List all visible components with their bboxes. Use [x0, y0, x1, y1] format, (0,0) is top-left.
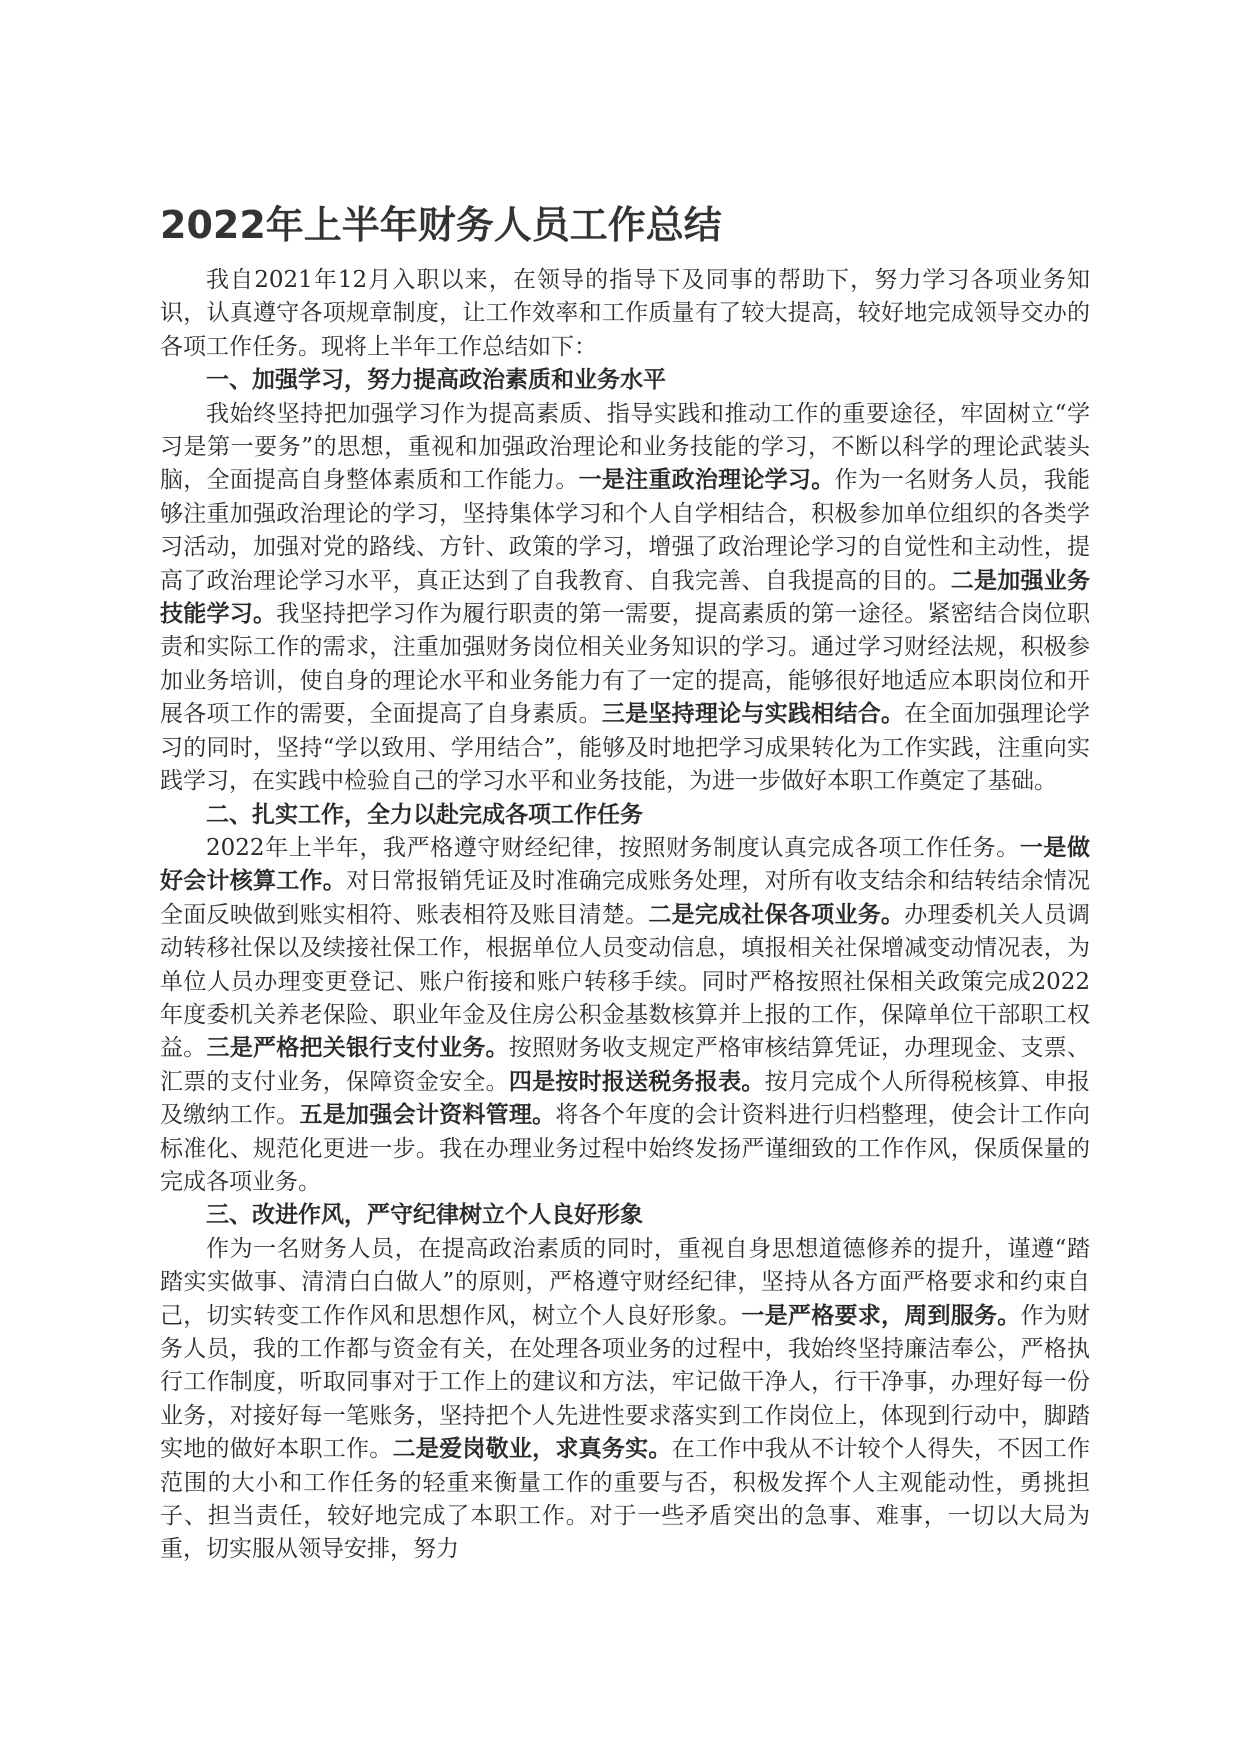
section-3-text-3: 在工作中我从不计较个人得失，不因工作范围的大小和工作任务的轻重来衡量工作的重要与否，积极发挥个人主观能动性，勇挑担子、担当责任，较好地完成了本职工作。对于一些矛盾突出的急事、难事，一切以大局为重，切实服从领导安排，努力 [160, 1436, 1091, 1563]
section-1-point-1: 一是注重政治理论学习。 [578, 467, 835, 494]
section-1-point-2: 二是加强业务技能学习。 [160, 567, 1091, 628]
section-1-text-4: 在全面加强理论学习的同时，坚持“学以致用、学用结合”，能够及时地把学习成果转化为工作实践，注重向实践学习，在实践中检验自己的学习水平和业务技能，为进一步做好本职工作奠定了基础。 [160, 701, 1091, 795]
section-2-point-2: 二是完成社保各项业务。 [648, 901, 905, 928]
section-1-paragraph [160, 398, 1090, 799]
section-2-point-5: 五是加强会计资料管理。 [299, 1102, 556, 1129]
section-2-text-3: 办理委机关人员调动转移社保以及续接社保工作，根据单位人员变动信息，填报相关社保增减变动情况表，为单位人员办理变更登记、账户衔接和账户转移手续。同时严格按照社保相关政策完成2022年度委机关养老保险、职业年金及住房公积金基数核算并上报的工作，保障单位干部职工权益。 [160, 901, 1091, 1062]
section-2-point-4: 四是按时报送税务报表。 [508, 1068, 765, 1095]
section-1-heading: 一、加强学习，努力提高政治素质和业务水平 [206, 367, 666, 394]
section-2-text-5: 按月完成个人所得税核算、申报及缴纳工作。 [160, 1068, 1091, 1129]
section-2-heading: 二、扎实工作，全力以赴完成各项工作任务 [206, 801, 643, 828]
section-2-text-6: 将各个年度的会计资料进行归档整理，使会计工作向标准化、规范化更进一步。我在办理业务过程中始终发扬严谨细致的工作作风，保质保量的完成各项业务。 [160, 1102, 1091, 1195]
document-page [160, 200, 1090, 1567]
section-1-text-2: 作为一名财务人员，我能够注重加强政治理论的学习，坚持集体学习和个人自学相结合，积极参加单位组织的各类学习活动，加强对党的路线、方针、政策的学习，增强了政治理论学习的自觉性和主动性，提高了政治理论学习水平，真正达到了自我教育、自我完善、自我提高的目的。 [160, 467, 1091, 594]
section-2-text-2: 对日常报销凭证及时准确完成账务处理，对所有收支结余和结转结余情况全面反映做到账实相符、账表相符及账目清楚。 [160, 868, 1091, 928]
section-2-point-1: 一是做好会计核算工作。 [160, 834, 1090, 895]
section-1-text-3: 我坚持把学习作为履行职责的第一需要，提高素质的第一途径。紧密结合岗位职责和实际工作的需求，注重加强财务岗位相关业务知识的学习。通过学习财经法规，积极参加业务培训，使自身的理论水平和业务能力有了一定的提高，能够很好地适应本职岗位和开展各项工作的需要，全面提高了自身素质。 [160, 601, 1091, 728]
intro-paragraph: 我自2021年12月入职以来，在领导的指导下及同事的帮助下，努力学习各项业务知识，认真遵守各项规章制度，让工作效率和工作质量有了较大提高，较好地完成领导交办的各项工作任务。现将上半年工作总结如下： [160, 267, 1090, 360]
section-2-text-4: 按照财务收支规定严格审核结算凭证，办理现金、支票、汇票的支付业务，保障资金安全。 [160, 1035, 1091, 1095]
section-2-point-3: 三是严格把关银行支付业务。 [206, 1035, 509, 1062]
document-title: 2022年上半年财务人员工作总结 [160, 203, 722, 247]
section-3-point-2: 二是爱岗敬业，求真务实。 [392, 1436, 672, 1463]
section-3-point-1: 一是严格要求，周到服务。 [741, 1302, 1021, 1329]
section-2-paragraph [160, 832, 1090, 1199]
section-3-text-1: 作为一名财务人员，在提高政治素质的同时，重视自身思想道德修养的提升，谨遵“踏踏实实做事、清清白白做人”的原则，严格遵守财经纪律，坚持从各方面严格要求和约束自己，切实转变工作作风和思想作风，树立个人良好形象。 [160, 1235, 1090, 1329]
section-3-text-2: 作为财务人员，我的工作都与资金有关，在处理各项业务的过程中，我始终坚持廉洁奉公，严格执行工作制度，听取同事对于工作上的建议和方法，牢记做干净人，行干净事，办理好每一份业务，对接好每一笔账务，坚持把个人先进性要求落实到工作岗位上，体现到行动中，脚踏实地的做好本职工作。 [160, 1302, 1091, 1463]
section-3-paragraph [160, 1233, 1090, 1567]
section-3-heading: 三、改进作风，严守纪律树立个人良好形象 [206, 1202, 643, 1229]
section-1-text-1: 我始终坚持把加强学习作为提高素质、指导实践和推动工作的重要途径，牢固树立“学习是第一要务”的思想，重视和加强政治理论和业务技能的学习，不断以科学的理论武装头脑，全面提高自身整体素质和工作能力。 [160, 400, 1090, 494]
section-1-point-3: 三是坚持理论与实践相结合。 [601, 701, 905, 728]
section-2-text-1: 2022年上半年，我严格遵守财经纪律，按照财务制度认真完成各项工作任务。 [206, 834, 1020, 861]
